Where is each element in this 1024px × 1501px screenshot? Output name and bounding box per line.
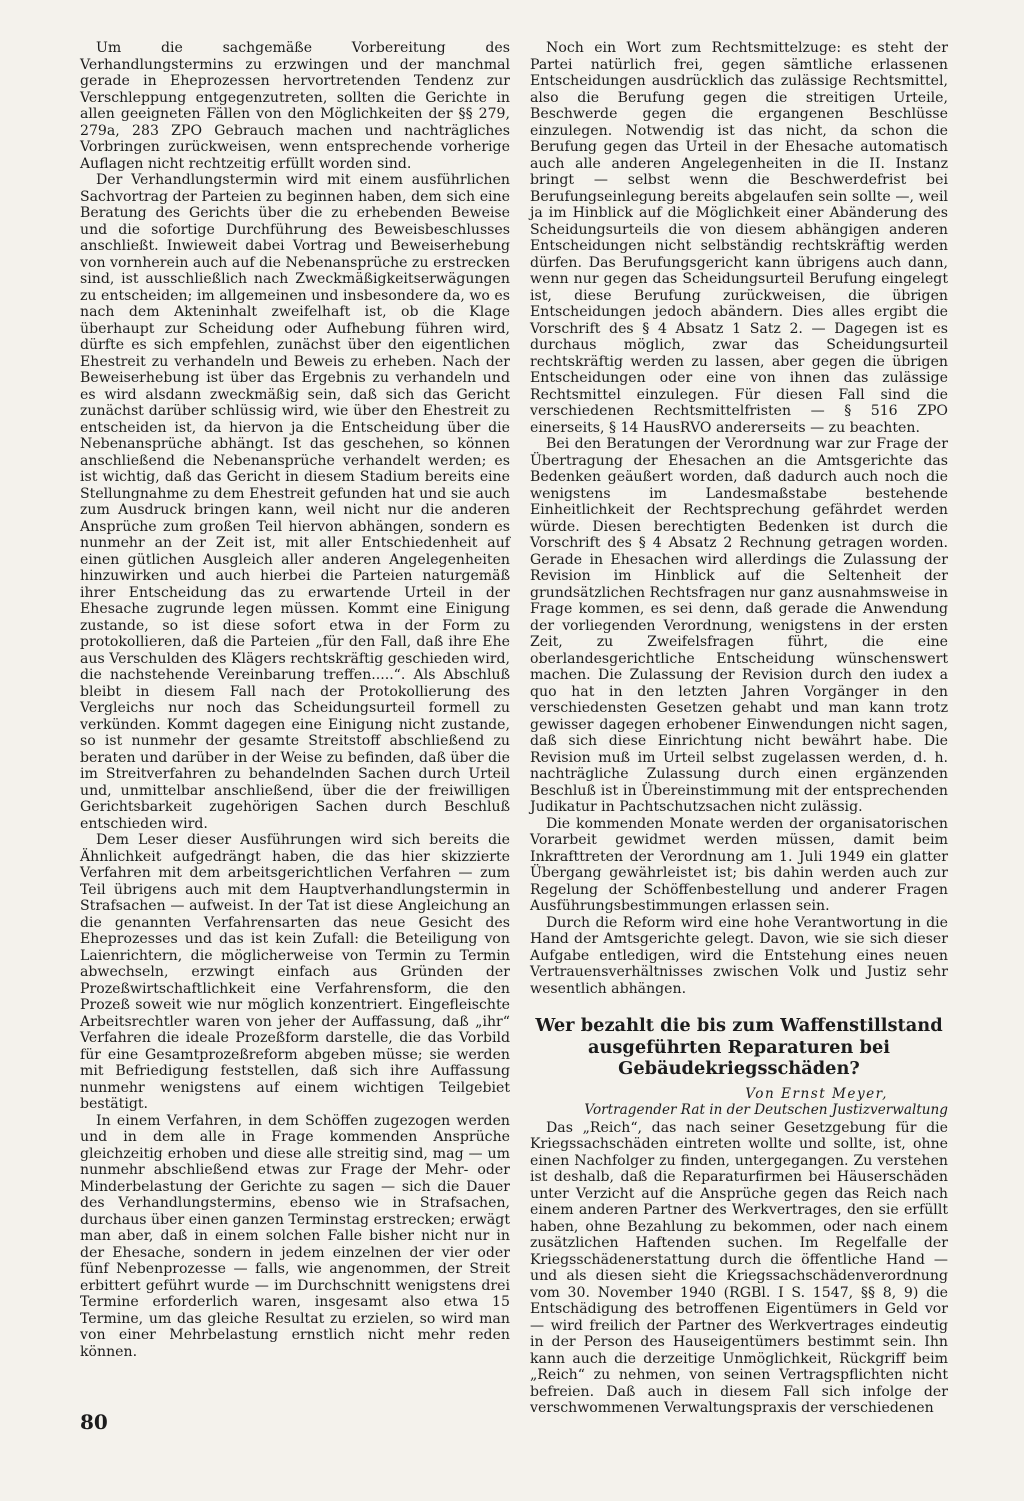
article-paragraph: Das „Reich“, das nach seiner Gesetzgebung für die Kriegssachschäden eintreten wollte und sollte, ist, ohne einen Nachfolger zu finden, untergegangen. Zu verstehen ist deshalb, daß die Reparaturfirmen bei Häuserschäden unter Verzicht auf die Ansprüche gegen das Reich nach einem anderen Partner des Werkvertrages, den sie erfüllt haben, ohne Bezahlung zu bekommen, oder nach einem zusätzlichen Haftenden suchen. Im Regelfalle der Kriegsschädenerstattung durch die öffentliche Hand — und als diesen sieht die Kriegssachschädenverordnung vom 30. November 1940 (RGBl. I S. 1547, §§ 8, 9) die Entschädigung des betroffenen Eigentümers in Geld vor — wird freilich der Partner des Werkvertrages eindeutig in der Person des Hauseigentümers bestimmt sein. Ihn kann auch die derzeitige Unmöglichkeit, Rückgriff beim „Reich“ zu nehmen, von seinen Vertragspflichten nicht befreien. Daß auch in diesem Fall sich infolge der verschwommenen Verwaltungspraxis der verschiedenen <box>530 1119 948 1416</box>
paragraph: Dem Leser dieser Ausführungen wird sich bereits die Ähnlichkeit aufgedrängt haben, die das hier skizzierte Verfahren mit dem arbeitsgerichtlichen Verfahren — zum Teil übrigens auch mit dem Hauptverhandlungstermin in Strafsachen — aufweist. In der Tat ist diese Angleichung an die genannten Verfahrensarten das neue Gesicht des Eheprozesses und das ist kein Zufall: die Beteiligung von Laienrichtern, die möglicherweise von Termin zu Termin abwechseln, erzwingt einfach aus Gründen der Prozeßwirtschaftlichkeit eine Verfahrensform, die den Prozeß soweit wie nur möglich konzentriert. Eingefleischte Arbeitsrechtler waren von jeher der Auffassung, daß „ihr“ Verfahren die ideale Prozeßform darstelle, die das Vorbild für eine Gesamtprozeßreform abgeben müsse; sie werden mit Befriedigung feststellen, daß sich ihre Auffassung nunmehr wenigstens auf einem wichtigen Teilgebiet bestätigt. <box>80 832 510 1112</box>
right-column <box>530 40 948 1417</box>
paragraph: Noch ein Wort zum Rechtsmittelzuge: es steht der Partei natürlich frei, gegen sämtliche erlassenen Entscheidungen ausdrücklich das zulässige Rechtsmittel, also die Berufung gegen die streitigen Urteile, Beschwerde gegen die ergangenen Beschlüsse einzulegen. Notwendig ist das nicht, da schon die Berufung gegen das Urteil in der Ehesache automatisch auch alle anderen Angelegenheiten in die II. Instanz bringt — selbst wenn die Beschwerdefrist bei Berufungseinlegung bereits abgelaufen sein sollte —, weil ja im Hinblick auf die Möglichkeit einer Abänderung des Scheidungsurteils die von diesem abhängigen anderen Entscheidungen nicht selbständig rechtskräftig werden dürfen. Das Berufungsgericht kann übrigens auch dann, wenn nur gegen das Scheidungsurteil Berufung eingelegt ist, diese Berufung zurückweisen, die übrigen Entscheidungen jedoch abändern. Dies alles ergibt die Vorschrift des § 4 Absatz 1 Satz 2. — Dagegen ist es durchaus möglich, zwar das Scheidungsurteil rechtskräftig werden zu lassen, aber gegen die übrigen Entscheidungen oder eine von ihnen das zulässige Rechtsmittel einzulegen. Für diesen Fall sind die verschiedenen Rechtsmittelfristen — § 516 ZPO einerseits, § 14 HausRVO andererseits — zu beachten. <box>530 40 948 436</box>
paragraph: Um die sachgemäße Vorbereitung des Verhandlungstermins zu erzwingen und der manchmal gerade in Eheprozessen hervortretenden Tendenz zur Verschleppung entgegenzutreten, sollten die Gerichte in allen geeigneten Fällen von den Möglichkeiten der §§ 279, 279a, 283 ZPO Gebrauch machen und nachträgliches Vorbringen zurückweisen, wenn entsprechende vorherige Auflagen nicht rechtzeitig erfüllt worden sind. <box>80 40 510 172</box>
paragraph: Die kommenden Monate werden der organisatorischen Vorarbeit gewidmet werden müssen, damit beim Inkrafttreten der Verordnung am 1. Juli 1949 ein glatter Übergang gewährleistet ist; bis dahin werden auch zur Regelung der Schöffenbestellung und anderer Fragen Ausführungsbestimmungen erlassen sein. <box>530 815 948 914</box>
left-column <box>80 40 510 1360</box>
paragraph: In einem Verfahren, in dem Schöffen zugezogen werden und in dem alle in Frage kommenden Ansprüche gleichzeitig erhoben und diese alle streitig sind, mag — um nunmehr abschließend etwas zur Frage der Mehr- oder Minderbelastung der Gerichte zu sagen — sich die Dauer des Verhandlungstermins, ebenso wie in Strafsachen, durchaus über einen ganzen Terminstag erstrecken; erwägt man aber, daß in einem solchen Falle bisher nicht nur in der Ehesache, sondern in jedem einzelnen der vier oder fünf Nebenprozesse — falls, wie angenommen, der Streit erbittert geführt wurde — im Durchschnitt wenigstens drei Termine erforderlich waren, insgesamt also etwa 15 Termine, um das gleiche Resultat zu erzielen, so wird man von einer Mehrbelastung ernstlich nicht mehr reden können. <box>80 1112 510 1360</box>
article-title: Wer bezahlt die bis zum Waffenstillstand ausgeführten Reparaturen bei Gebäudekriegsschäden? <box>535 1015 943 1079</box>
paragraph: Durch die Reform wird eine hohe Verantwortung in die Hand der Amtsgerichte gelegt. Davon, wie sie sich dieser Aufgabe entledigen, wird die Entstehung eines neuen Vertrauensverhältnisses zwischen Volk und Justiz sehr wesentlich abhängen. <box>530 914 948 997</box>
page-number: 80 <box>80 1410 108 1434</box>
paragraph: Der Verhandlungstermin wird mit einem ausführlichen Sachvortrag der Parteien zu beginnen haben, dem sich eine Beratung des Gerichts über die zu erhebenden Beweise und die sofortige Durchführung des Beweisbeschlusses anschließt. Inwieweit dabei Vortrag und Beweiserhebung von vornherein auch auf die Nebenansprüche zu erstrecken sind, ist ausschließlich nach Zweckmäßigkeitserwägungen zu entscheiden; im allgemeinen und insbesondere da, wo es nach dem Akteninhalt zweifelhaft ist, ob die Klage überhaupt zur Scheidung oder Aufhebung führen wird, dürfte es sich empfehlen, zunächst über den eigentlichen Ehestreit zu verhandeln und Beweis zu erheben. Nach der Beweiserhebung ist über das Ergebnis zu verhandeln und es wird alsdann zweckmäßig sein, daß sich das Gericht zunächst darüber schlüssig wird, wie über den Ehestreit zu entscheiden ist, da hiervon ja die Entscheidung über die Nebenansprüche abhängt. Ist das geschehen, so können anschließend die Nebenansprüche verhandelt werden; es ist wichtig, daß das Gericht in diesem Stadium bereits eine Stellungnahme zu dem Ehestreit gefunden hat und sie auch zum Ausdruck bringen kann, weil nicht nur die anderen Ansprüche zum großen Teil hiervon abhängen, sondern es nunmehr an der Zeit ist, mit aller Entschiedenheit auf einen gütlichen Ausgleich aller anderen Angelegenheiten hinzuwirken und auch hierbei die Parteien naturgemäß ihrer Entscheidung das zu erwartende Urteil in der Ehesache zugrunde legen müssen. Kommt eine Einigung zustande, so ist diese sofort etwa in der Form zu protokollieren, daß die Parteien „für den Fall, daß ihre Ehe aus Verschulden des Klägers rechtskräftig geschieden wird, die nachstehende Vereinbarung treffen.....“. Als Abschluß bleibt in diesem Fall nach der Protokollierung des Vergleichs nur noch das Scheidungsurteil formell zu verkünden. Kommt dagegen eine Einigung nicht zustande, so ist nunmehr der gesamte Streitstoff abschließend zu beraten und darüber in der Weise zu befinden, daß über die im Streitverfahren zu behandelnden Sachen durch Urteil und, unmittelbar anschließend, über die der freiwilligen Gerichtsbarkeit zugehörigen Sachen durch Beschluß entschieden wird. <box>80 172 510 832</box>
article-author-role: Vortragender Rat in der Deutschen Justizverwaltung <box>584 1101 948 1118</box>
paragraph: Bei den Beratungen der Verordnung war zur Frage der Übertragung der Ehesachen an die Amtsgerichte das Bedenken geäußert worden, daß dadurch auch noch die wenigstens im Landesmaßstabe bestehende Einheitlichkeit der Rechtsprechung gefährdet werden würde. Diesen berechtigten Bedenken ist durch die Vorschrift des § 4 Absatz 2 Rechnung getragen worden. Gerade in Ehesachen wird allerdings die Zulassung der Revision im Hinblick auf die Seltenheit der grundsätzlichen Rechtsfragen nur ganz ausnahmsweise in Frage kommen, es sei denn, daß gerade die Anwendung der vorliegenden Verordnung, wenigstens in der ersten Zeit, zu Zweifelsfragen führt, die eine oberlandesgerichtliche Entscheidung wünschenswert machen. Die Zulassung der Revision durch den iudex a quo hat in den letzten Jahren Vorgänger in den verschiedensten Gesetzen gehabt und man kann trotz gewisser dagegen erhobener Einwendungen nicht sagen, daß sich diese Einrichtung nicht bewährt habe. Die Revision muß im Urteil selbst zugelassen werden, d. h. nachträgliche Zulassung durch einen ergänzenden Beschluß ist in Übereinstimmung mit der entsprechenden Judikatur in Pachtschutzsachen nicht zulässig. <box>530 436 948 815</box>
article-author: Von Ernst Meyer, <box>745 1085 888 1102</box>
